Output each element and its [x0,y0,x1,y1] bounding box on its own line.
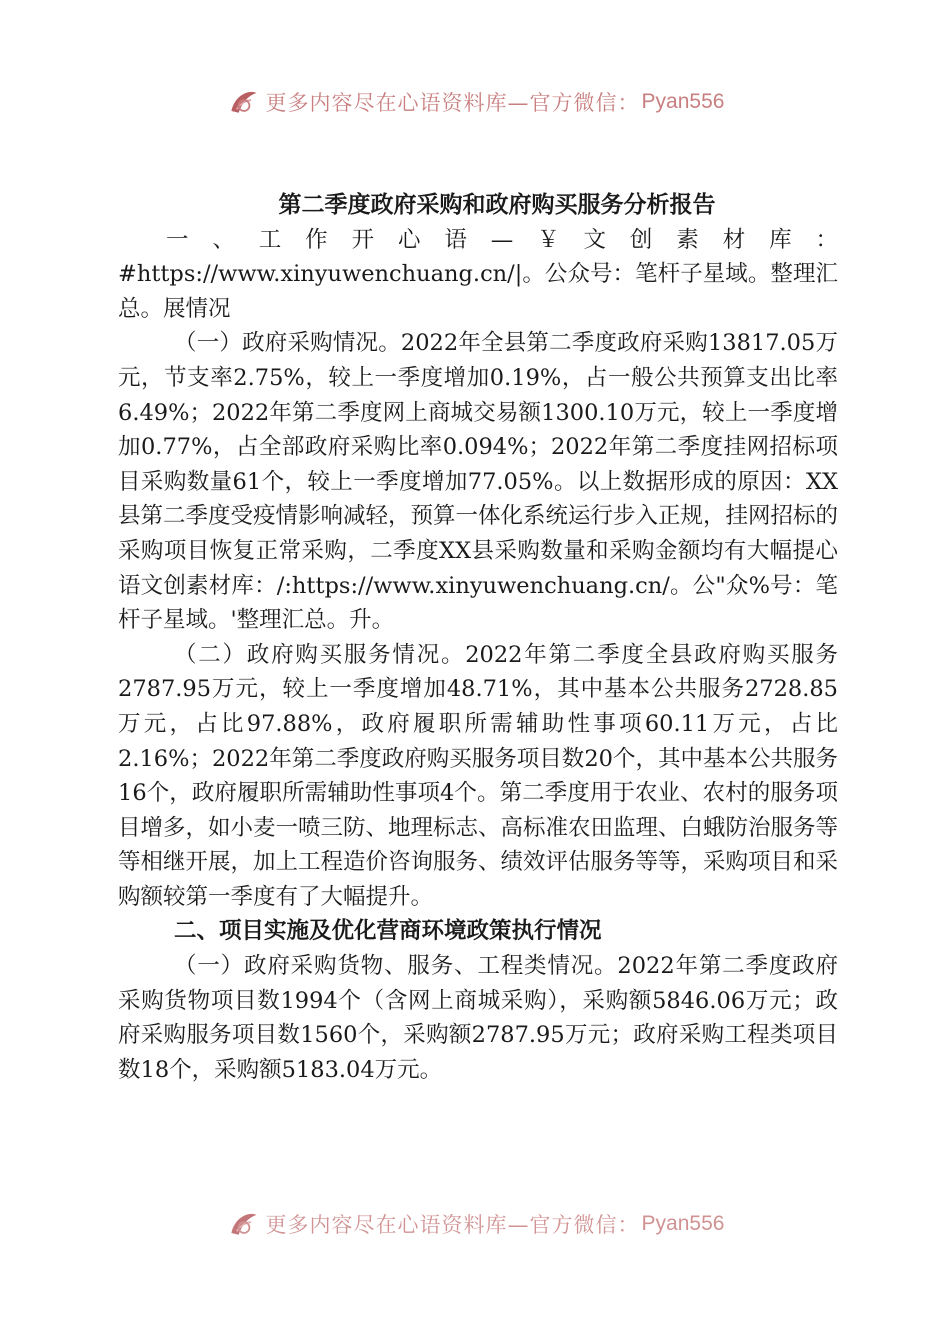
watermark-header [0,82,950,122]
brush-logo-icon [226,1206,262,1242]
watermark-wechat-id: Pyan556 [641,90,725,113]
watermark-text: 更多内容尽在心语资料库—官方微信： [265,1213,640,1237]
paragraph-procurement: （一）政府采购情况。2022年全县第二季度政府采购13817.05万元，节支率2.75%，较上一季度增加0.19%，占一般公共预算支出比率6.49%；2022年第二季度网上商城交易额1300.10万元，较上一季度增加0.77%，占全部政府采购比率0.094%；2022年第二季度挂网招标项目采购数量61个，较上一季度增加77.05%。以上数据形成的原因：XX县第二季度受疫情影响减轻，预算一体化系统运行步入正规，挂网招标的采购项目恢复正常采购，二季度XX县采购数量和采购金额均有大幅提心语文创素材库：/:https://www.xinyuwenchuang.cn/。公"众%号：笔杆子星域。'整理汇总。升。 [118,330,839,634]
watermark-footer [0,1204,950,1244]
document-body [118,188,838,1087]
brush-logo-icon [226,84,262,120]
paragraph-goods-services-works: （一）政府采购货物、服务、工程类情况。2022年第二季度政府采购货物项目数1994个（含网上商城采购），采购额5846.06万元；政府采购服务项目数1560个，采购额2787.95万元；政府采购工程类项目数18个，采购额5183.04万元。 [118,953,838,1083]
paragraph-service-purchase: （二）政府购买服务情况。2022年第二季度全县政府购买服务2787.95万元，较上一季度增加48.71%，其中基本公共服务2728.85万元，占比97.88%，政府履职所需辅助性事项60.11万元，占比2.16%；2022年第二季度政府购买服务项目数20个，其中基本公共服务16个，政府履职所需辅助性事项4个。第二季度用于农业、农村的服务项目增多，如小麦一喷三防、地理标志、高标准农田监理、白蛾防治服务等等相继开展，加上工程造价咨询服务、绩效评估服务等等，采购项目和采购额较第一季度有了大幅提升。 [118,641,839,910]
watermark-wechat-id: Pyan556 [641,1212,725,1235]
section-heading-1: 一、工作开心语—￥文创素材库：#https://www.xinyuwenchuang.cn/|。公众号：笔杆子星域。整理汇总。展情况 [118,226,838,322]
section-heading-2: 二、项目实施及优化营商环境政策执行情况 [174,918,602,945]
watermark-text: 更多内容尽在心语资料库—官方微信： [265,91,640,115]
document-title: 第二季度政府采购和政府购买服务分析报告 [278,191,716,218]
